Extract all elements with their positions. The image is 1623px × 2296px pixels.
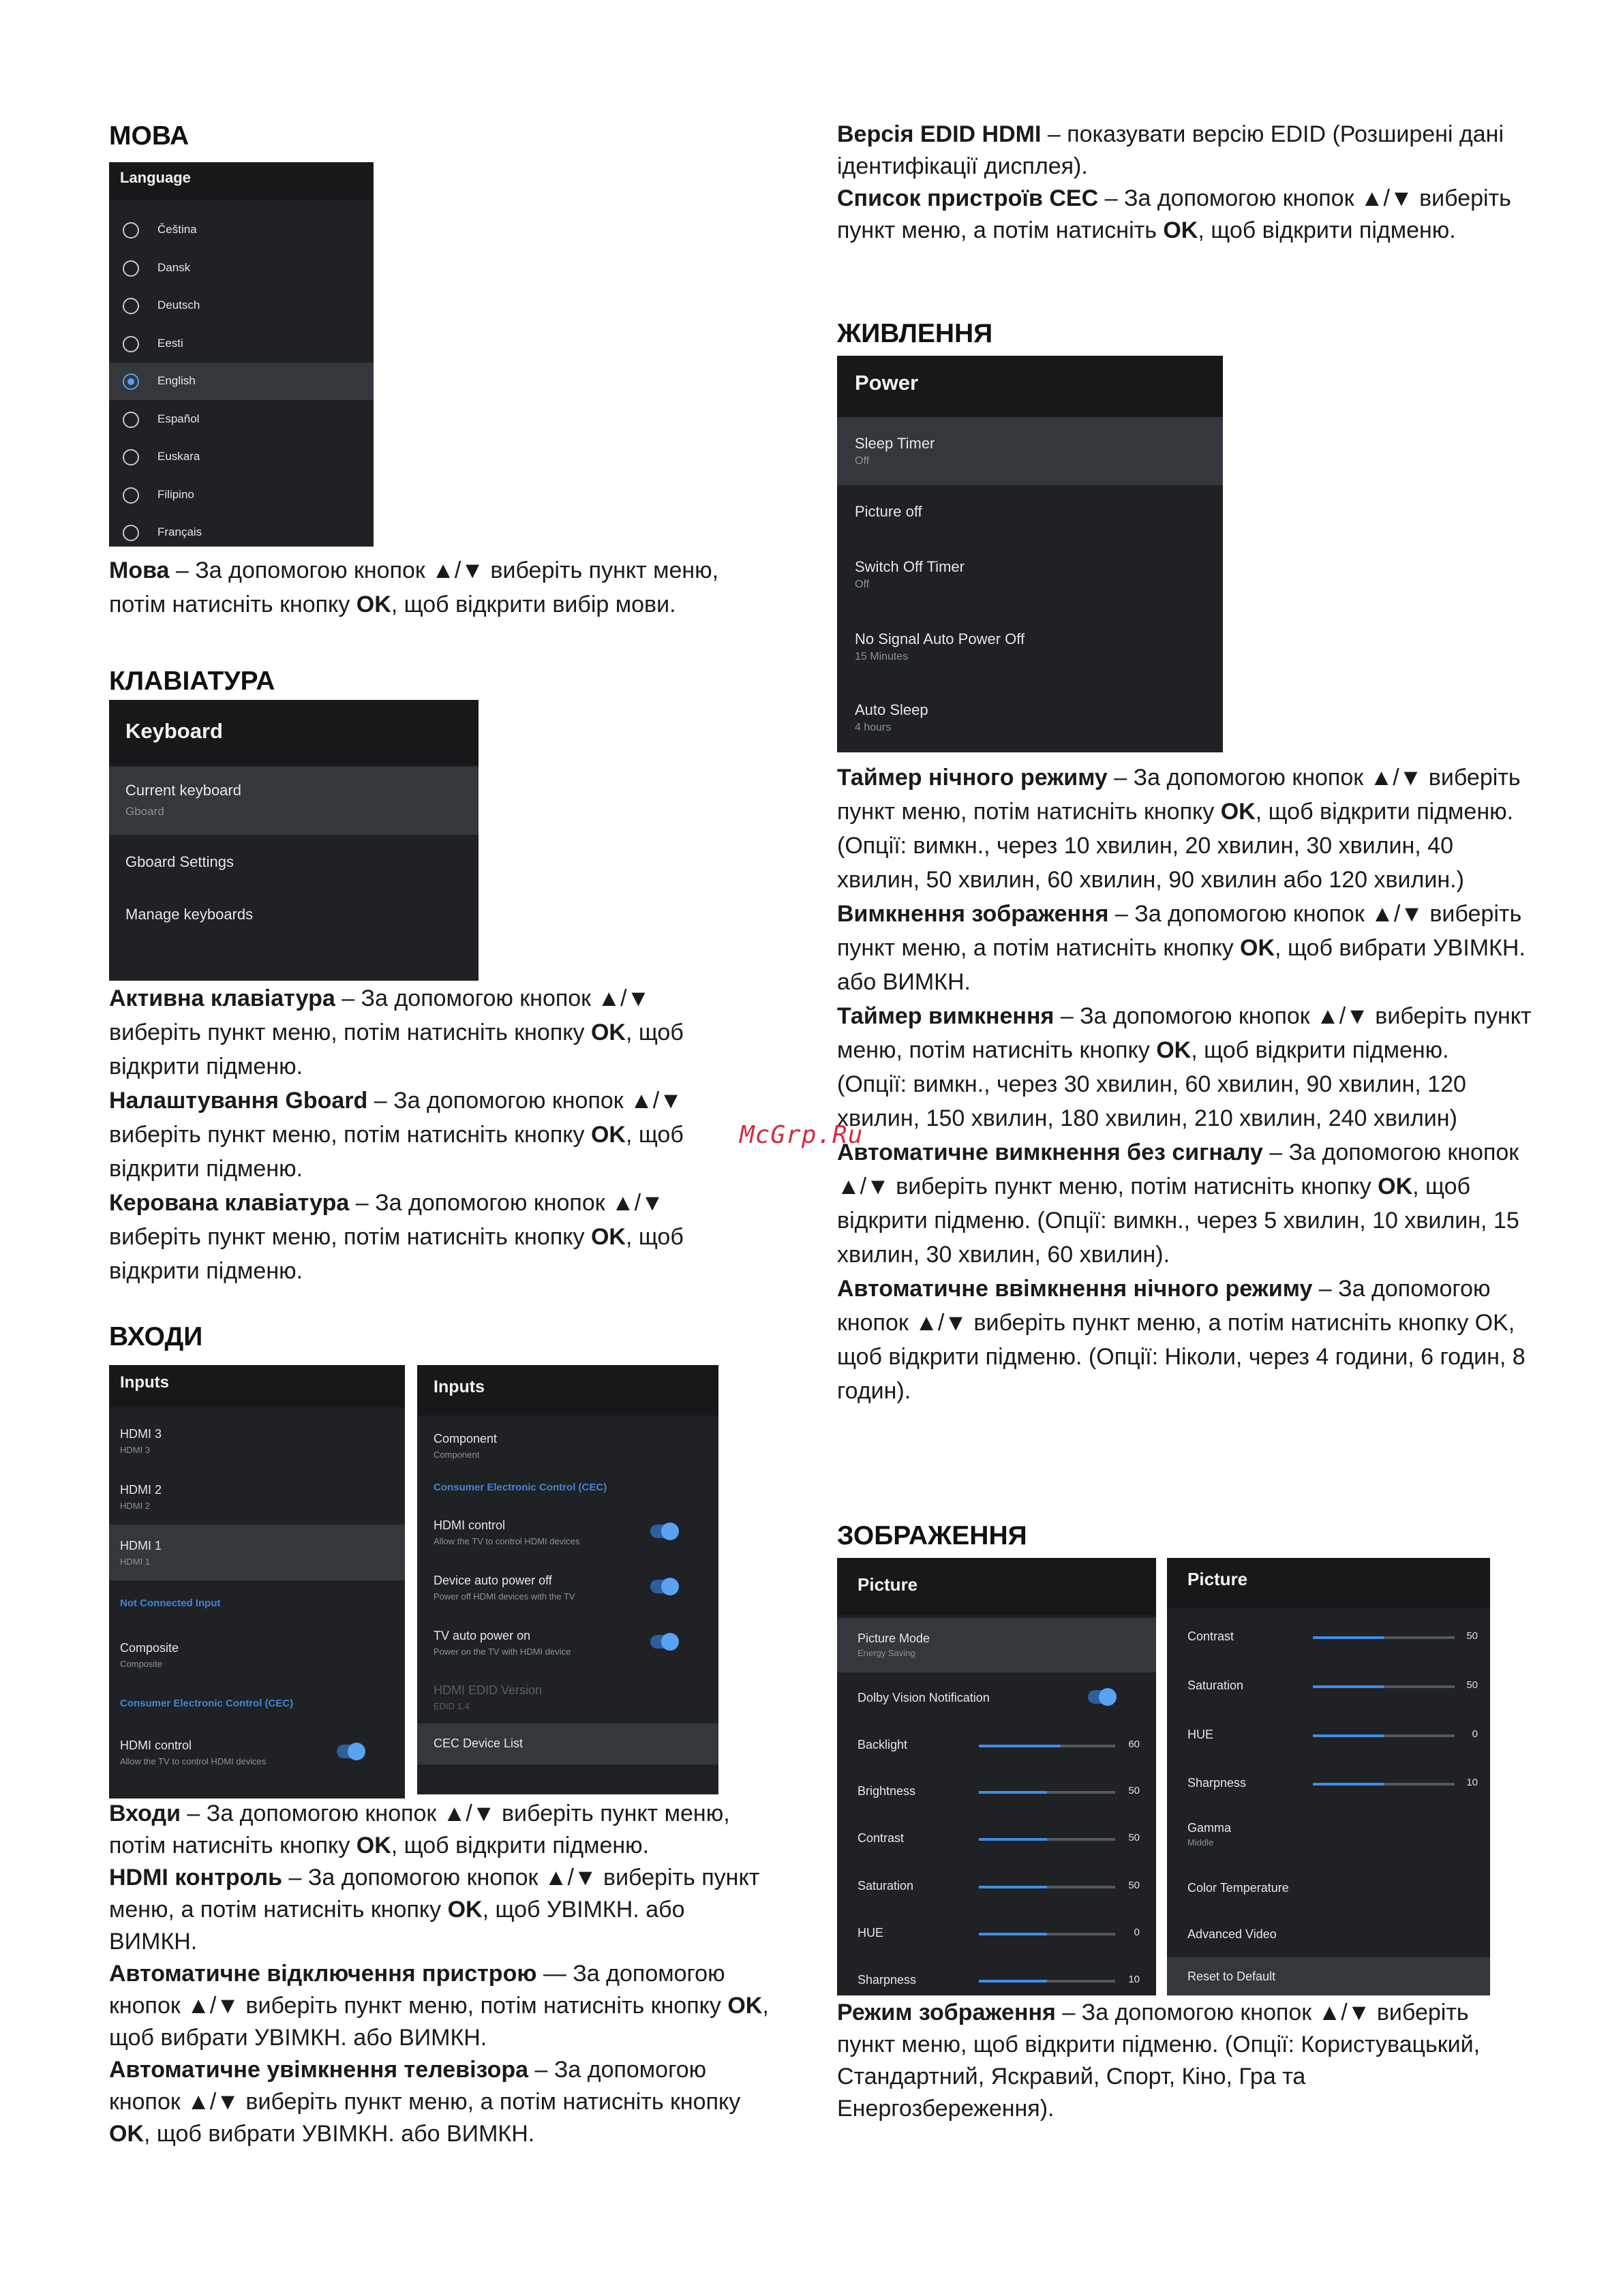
menu-item-label: Saturation	[858, 1879, 914, 1893]
paragraph-text: – За допомогою кнопок ▲/▼ виберіть пункт меню, щоб відкрити підменю. (Опції: Користувацький, Стандартний, Яскравий, Спорт, Кіно, Гра та Енергозбереження).	[837, 2000, 1481, 2122]
menu-item-label: Current keyboard	[125, 782, 241, 799]
language-option[interactable]	[109, 514, 374, 547]
picture-description	[837, 1997, 1519, 2125]
menu-item[interactable]	[1167, 1865, 1490, 1910]
menu-item[interactable]	[837, 1618, 1156, 1672]
paragraph-text: , щоб вибрати УВІМКН. або ВИМКН.	[144, 2121, 535, 2147]
language-option[interactable]	[109, 249, 374, 287]
keyboard-menu-item[interactable]	[109, 892, 479, 940]
menu-item[interactable]	[1167, 1612, 1490, 1660]
menu-item-label: Sleep Timer	[855, 435, 935, 452]
paragraph-text: – За допомогою кнопок ▲/▼ виберіть пункт меню, потім натисніть кнопку	[109, 1190, 664, 1250]
value-slider[interactable]	[1313, 1685, 1455, 1688]
paragraph-text: – За допомогою кнопок ▲/▼ виберіть пункт меню, потім натисніть кнопку	[837, 1003, 1532, 1063]
key-ok: OK	[590, 1224, 626, 1250]
term: Автоматичне вимкнення без сигналу	[837, 1139, 1263, 1165]
slider-fill	[1313, 1636, 1384, 1639]
picture-menu-screenshot-1	[837, 1558, 1156, 1995]
keyboard-menu-screenshot	[109, 700, 479, 981]
menu-item-value: Composite	[120, 1659, 163, 1669]
term: Список пристроїв CEC	[837, 185, 1099, 211]
menu-item-label: Switch Off Timer	[855, 558, 965, 575]
value-slider[interactable]	[1313, 1636, 1455, 1639]
radio-button-icon[interactable]	[123, 373, 139, 390]
menu-item[interactable]	[1167, 1662, 1490, 1709]
paragraph-text: , щоб відкрити вибір мови.	[391, 592, 676, 617]
paragraph-text: , щоб вибрати УВІМКН. або ВИМКН.	[837, 935, 1526, 995]
menu-item-label: CEC Device List	[434, 1736, 524, 1750]
menu-item[interactable]	[1167, 1912, 1490, 1957]
section-header	[109, 1685, 405, 1724]
menu-item-label: Contrast	[1187, 1629, 1234, 1643]
language-option[interactable]	[109, 401, 374, 438]
menu-item[interactable]	[837, 417, 1223, 485]
slider-fill	[1313, 1734, 1384, 1737]
menu-item[interactable]	[837, 611, 1223, 683]
menu-item-value: Power off HDMI devices with the TV	[434, 1591, 575, 1602]
menu-item-label: Gboard Settings	[125, 853, 234, 870]
paragraph	[837, 119, 1519, 183]
language-option[interactable]	[109, 476, 374, 514]
term: Таймер вимкнення	[837, 1003, 1055, 1029]
slider-value: 50	[1466, 1679, 1478, 1691]
menu-item-label: Gamma	[1187, 1821, 1232, 1835]
panel-title: Picture	[1167, 1558, 1490, 1608]
slider-value: 50	[1128, 1832, 1140, 1843]
paragraph-text: – За допомогою кнопок ▲/▼ виберіть пункт меню, потім натисніть кнопку	[837, 1139, 1519, 1199]
menu-item-label: Dolby Vision Notification	[858, 1691, 990, 1704]
inputs-menu-screenshot-2	[417, 1365, 718, 1794]
toggle-switch[interactable]	[337, 1745, 364, 1758]
menu-item-label: Contrast	[858, 1831, 905, 1845]
value-slider[interactable]	[979, 1838, 1115, 1841]
paragraph-text: – показувати версію EDID (Розширені дані ідентифікації дисплея).	[837, 121, 1504, 179]
language-option[interactable]	[109, 325, 374, 363]
power-menu-screenshot	[837, 356, 1223, 752]
slider-value: 0	[1472, 1728, 1478, 1740]
radio-button-icon[interactable]	[123, 449, 139, 465]
paragraph-text: (Опції: вимкн., через 30 хвилин, 60 хвилин, 90 хвилин, 120 хвилин, 150 хвилин, 180 хвилин, 210 хвилин, 240 хвилин)	[837, 1071, 1466, 1131]
paragraph	[837, 183, 1519, 247]
menu-item-label: Advanced Video	[1187, 1927, 1277, 1941]
term: Входи	[109, 1801, 181, 1826]
term: Автоматичне увімкнення телевізора	[109, 2057, 529, 2083]
paragraph	[837, 761, 1532, 829]
menu-item[interactable]	[109, 1724, 405, 1780]
menu-item-label: Saturation	[1187, 1679, 1244, 1692]
radio-button-icon[interactable]	[123, 298, 139, 314]
key-ok: OK	[727, 1993, 763, 2019]
menu-item-value: Allow the TV to control HDMI devices	[434, 1536, 580, 1546]
term: HDMI контроль	[109, 1865, 283, 1891]
toggle-switch[interactable]	[1088, 1690, 1115, 1704]
paragraph	[109, 1084, 736, 1186]
slider-value: 50	[1466, 1630, 1478, 1642]
menu-item-value: HDMI 1	[120, 1557, 151, 1567]
radio-button-icon[interactable]	[123, 336, 139, 352]
language-option[interactable]	[109, 287, 374, 324]
section-heading-picture: ЗОБРАЖЕННЯ	[837, 1521, 1027, 1550]
menu-item-value: HDMI 2	[120, 1501, 151, 1511]
term: Режим зображення	[837, 2000, 1056, 2025]
menu-item[interactable]	[837, 1910, 1156, 1956]
paragraph-text: – За допомогою кнопок ▲/▼ виберіть пункт меню, а потім натисніть кнопку OK, щоб відкрити підменю. (Опції: Ніколи, через 4 години, 6 годин, 8 годин).	[837, 1276, 1526, 1404]
panel-title: Picture	[837, 1558, 1156, 1615]
menu-item-label: Backlight	[858, 1738, 908, 1751]
term: Активна клавіатура	[109, 985, 335, 1011]
paragraph-text: , щоб відкрити підменю.	[391, 1833, 650, 1858]
key-ok: OK	[1220, 799, 1256, 825]
toggle-knob	[661, 1522, 679, 1540]
slider-fill	[979, 1791, 1047, 1794]
slider-fill	[979, 1980, 1047, 1983]
menu-item-label: Color Temperature	[1187, 1881, 1289, 1895]
language-label: Filipino	[157, 487, 194, 501]
paragraph-text: – За допомогою кнопок ▲/▼ виберіть пункт меню, а потім натисніть кнопку	[109, 1865, 760, 1923]
paragraph-text: – За допомогою кнопок ▲/▼ виберіть пункт меню, потім натисніть кнопку	[109, 1088, 682, 1148]
paragraph-text: – За допомогою кнопок ▲/▼ виберіть пункт меню, потім натисніть кнопку	[837, 765, 1521, 825]
menu-item[interactable]	[1167, 1806, 1490, 1863]
menu-item-label: HDMI control	[434, 1518, 506, 1532]
menu-item[interactable]	[837, 1674, 1156, 1721]
menu-item-label: HUE	[858, 1926, 884, 1940]
menu-item-label: HDMI 3	[120, 1427, 162, 1441]
section-header	[109, 1583, 405, 1625]
toggle-switch[interactable]	[650, 1525, 678, 1538]
menu-item-label: Component	[434, 1432, 498, 1445]
key-ok: OK	[590, 1122, 626, 1148]
menu-item-label: Sharpness	[1187, 1776, 1247, 1790]
language-description	[109, 553, 763, 622]
slider-fill	[979, 1886, 1047, 1888]
paragraph	[109, 2054, 777, 2150]
term: Версія EDID HDMI	[837, 121, 1042, 147]
radio-button-icon[interactable]	[123, 525, 139, 541]
paragraph-text: , щоб відкрити підменю.	[109, 1122, 684, 1182]
paragraph	[109, 981, 736, 1084]
inputs-menu-screenshot-1	[109, 1365, 405, 1798]
slider-fill	[979, 1838, 1047, 1841]
paragraph	[837, 897, 1532, 999]
menu-item[interactable]	[109, 1627, 405, 1683]
paragraph-text: , щоб відкрити підменю.	[1255, 799, 1514, 825]
language-label: Čeština	[157, 223, 197, 236]
menu-item[interactable]	[1167, 1759, 1490, 1807]
paragraph-text: (Опції: вимкн., через 10 хвилин, 20 хвилин, 30 хвилин, 40 хвилин, 50 хвилин, 60 хвилин, 90 хвилин або 120 хвилин.)	[837, 833, 1464, 893]
term: Автоматичне відключення пристрою	[109, 1961, 537, 1987]
menu-item[interactable]	[837, 1957, 1156, 1995]
menu-item-value: Gboard	[125, 805, 164, 818]
menu-item-label: HDMI EDID Version	[434, 1683, 543, 1697]
radio-button-icon[interactable]	[123, 487, 139, 504]
term: Автоматичне ввімкнення нічного режиму	[837, 1276, 1313, 1302]
paragraph	[837, 1067, 1532, 1135]
slider-value: 50	[1128, 1785, 1140, 1796]
toggle-switch[interactable]	[650, 1635, 678, 1649]
paragraph-text: , щоб відкрити підменю.	[1198, 217, 1456, 243]
slider-value: 50	[1128, 1880, 1140, 1891]
term: Таймер нічного режиму	[837, 765, 1108, 791]
menu-item[interactable]	[109, 1413, 405, 1469]
menu-item-value: Energy Saving	[858, 1648, 915, 1658]
panel-title: Language	[109, 162, 374, 200]
power-description	[837, 761, 1532, 1408]
menu-item-label: Auto Sleep	[855, 701, 928, 718]
language-option[interactable]	[109, 211, 374, 249]
menu-item-label: HUE	[1187, 1728, 1214, 1741]
term: Вимкнення зображення	[837, 901, 1109, 927]
radio-button-icon[interactable]	[123, 412, 139, 428]
menu-item[interactable]	[417, 1724, 718, 1764]
key-ok: OK	[590, 1020, 626, 1045]
slider-fill	[1313, 1783, 1384, 1786]
menu-item[interactable]	[837, 1863, 1156, 1909]
menu-item[interactable]	[837, 1721, 1156, 1768]
menu-item-value: Power on the TV with HDMI device	[434, 1647, 571, 1657]
slider-fill	[979, 1933, 1047, 1935]
radio-button-icon[interactable]	[123, 260, 139, 277]
key-ok: OK	[1378, 1174, 1413, 1199]
inputs-description	[109, 1798, 777, 2150]
menu-item[interactable]	[837, 485, 1223, 538]
language-option[interactable]	[109, 438, 374, 476]
paragraph	[109, 1186, 736, 1288]
menu-item[interactable]	[837, 538, 1223, 611]
slider-fill	[1313, 1685, 1384, 1688]
paragraph-text: , щоб відкрити підменю. (Опції: вимкн., через 5 хвилин, 10 хвилин, 15 хвилин, 30 хвилин, 60 хвилин).	[837, 1174, 1519, 1268]
section-heading-language: МОВА	[109, 121, 189, 151]
paragraph-text: – За допомогою кнопок ▲/▼ виберіть пункт меню, потім натисніть кнопку	[109, 557, 719, 617]
menu-item-value: Component	[434, 1450, 480, 1460]
keyboard-description	[109, 981, 736, 1288]
menu-item-value: Off	[855, 455, 870, 467]
section-label: Consumer Electronic Control (CEC)	[434, 1482, 607, 1493]
menu-item[interactable]	[109, 1469, 405, 1525]
key-ok: OK	[1240, 935, 1275, 961]
paragraph-text: – За допомогою кнопок ▲/▼ виберіть пункт меню, а потім натисніть кнопку	[109, 2057, 741, 2115]
menu-item[interactable]	[417, 1614, 718, 1670]
paragraph-text: , щоб відкрити підменю.	[109, 1224, 684, 1284]
menu-item-label: HDMI 1	[120, 1539, 162, 1552]
menu-item-label: TV auto power on	[434, 1629, 531, 1642]
term: Керована клавіатура	[109, 1190, 350, 1216]
menu-item[interactable]	[1167, 1711, 1490, 1758]
menu-item-label: Device auto power off	[434, 1574, 552, 1587]
value-slider[interactable]	[979, 1791, 1115, 1794]
menu-item-value: 15 Minutes	[855, 651, 909, 662]
menu-item[interactable]	[417, 1559, 718, 1614]
menu-item-label: Reset to Default	[1187, 1970, 1276, 1983]
section-label: Consumer Electronic Control (CEC)	[120, 1698, 294, 1709]
language-menu-screenshot	[109, 162, 374, 547]
paragraph-text: — За допомогою кнопок ▲/▼ виберіть пункт меню, потім натисніть кнопку	[109, 1961, 728, 2019]
slider-value: 0	[1134, 1927, 1140, 1938]
menu-item-value: 4 hours	[855, 722, 892, 733]
language-label: English	[157, 374, 196, 387]
paragraph	[837, 999, 1532, 1067]
section-heading-inputs: ВХОДИ	[109, 1322, 203, 1351]
language-label: Español	[157, 412, 200, 425]
toggle-knob	[348, 1743, 365, 1760]
slider-value: 10	[1466, 1777, 1478, 1788]
menu-item	[417, 1670, 718, 1724]
language-label: Français	[157, 525, 202, 538]
language-option[interactable]	[109, 363, 374, 400]
menu-item-label: Composite	[120, 1641, 179, 1655]
radio-button-icon[interactable]	[123, 222, 139, 239]
paragraph	[837, 829, 1532, 897]
toggle-switch[interactable]	[650, 1580, 678, 1593]
menu-item[interactable]	[417, 1418, 718, 1473]
panel-title: Inputs	[417, 1365, 718, 1415]
key-ok: OK	[356, 592, 391, 617]
paragraph-text: , щоб відкрити підменю.	[1191, 1037, 1449, 1063]
menu-item[interactable]	[109, 1525, 405, 1580]
paragraph	[109, 1958, 777, 2054]
key-ok: OK	[447, 1897, 483, 1923]
paragraph-text: , щоб відкрити підменю.	[109, 1020, 684, 1080]
keyboard-menu-item[interactable]	[109, 767, 479, 835]
paragraph	[109, 1798, 777, 1862]
menu-item-label: Manage keyboards	[125, 906, 254, 923]
value-slider[interactable]	[979, 1980, 1115, 1983]
toggle-knob	[661, 1578, 679, 1595]
section-heading-power: ЖИВЛЕННЯ	[837, 319, 993, 348]
menu-item-value: Off	[855, 579, 870, 590]
menu-item[interactable]	[417, 1504, 718, 1559]
menu-item-label: Picture off	[855, 503, 922, 520]
picture-menu-screenshot-2	[1167, 1558, 1490, 1995]
menu-item-value: EDID 1.4	[434, 1701, 470, 1711]
slider-fill	[979, 1745, 1061, 1747]
menu-item-label: Brightness	[858, 1784, 916, 1798]
paragraph-text: , щоб УВІМКН. або ВИМКН.	[109, 1897, 685, 1955]
language-label: Eesti	[157, 336, 183, 350]
cec-description	[837, 119, 1519, 247]
language-label: Deutsch	[157, 299, 200, 311]
term: Мова	[109, 557, 170, 583]
menu-item[interactable]	[1167, 1957, 1490, 1995]
panel-title: Inputs	[109, 1365, 405, 1407]
menu-item-label: Picture Mode	[858, 1632, 930, 1645]
value-slider[interactable]	[979, 1933, 1115, 1935]
language-label: Euskara	[157, 450, 200, 463]
value-slider[interactable]	[979, 1886, 1115, 1888]
menu-item-label: HDMI control	[120, 1739, 192, 1752]
key-ok: OK	[109, 2121, 144, 2147]
section-heading-keyboard: КЛАВІАТУРА	[109, 667, 275, 696]
panel-title: Keyboard	[109, 700, 479, 765]
key-ok: OK	[356, 1833, 391, 1858]
menu-item[interactable]	[837, 683, 1223, 752]
menu-item-value: Allow the TV to control HDMI devices	[120, 1756, 267, 1766]
paragraph-text: , щоб вибрати УВІМКН. або ВИМКН.	[109, 1993, 769, 2051]
paragraph	[837, 1997, 1519, 2125]
menu-item[interactable]	[837, 1815, 1156, 1861]
menu-item-label: No Signal Auto Power Off	[855, 630, 1025, 647]
value-slider[interactable]	[1313, 1734, 1455, 1737]
value-slider[interactable]	[979, 1745, 1115, 1747]
paragraph	[109, 553, 763, 622]
keyboard-menu-item[interactable]	[109, 840, 479, 887]
slider-value: 60	[1128, 1739, 1140, 1750]
section-header	[417, 1473, 718, 1504]
paragraph-text: – За допомогою кнопок ▲/▼ виберіть пункт меню, а потім натисніть кнопку	[837, 901, 1522, 961]
watermark: McGrp.Ru	[740, 1121, 864, 1149]
paragraph	[109, 1862, 777, 1958]
language-label: Dansk	[157, 260, 191, 274]
section-label: Not Connected Input	[120, 1597, 221, 1609]
paragraph	[837, 1135, 1532, 1272]
key-ok: OK	[1163, 217, 1198, 243]
menu-item-label: HDMI 2	[120, 1483, 162, 1497]
menu-item-value: Middle	[1187, 1837, 1214, 1848]
paragraph-text: – За допомогою кнопок ▲/▼ виберіть пункт меню, потім натисніть кнопку	[109, 985, 650, 1045]
menu-item-value: HDMI 3	[120, 1445, 151, 1455]
toggle-knob	[661, 1633, 679, 1651]
paragraph	[837, 1272, 1532, 1408]
panel-title: Power	[837, 356, 1223, 417]
paragraph-text: – За допомогою кнопок ▲/▼ виберіть пункт меню, а потім натисніть	[837, 185, 1511, 243]
term: Налаштування Gboard	[109, 1088, 368, 1114]
toggle-knob	[1099, 1688, 1117, 1706]
menu-item[interactable]	[837, 1768, 1156, 1814]
paragraph-text: – За допомогою кнопок ▲/▼ виберіть пункт меню, потім натисніть кнопку	[109, 1801, 730, 1858]
value-slider[interactable]	[1313, 1783, 1455, 1786]
menu-item-label: Sharpness	[858, 1973, 917, 1987]
slider-value: 10	[1128, 1974, 1140, 1985]
key-ok: OK	[1156, 1037, 1192, 1063]
